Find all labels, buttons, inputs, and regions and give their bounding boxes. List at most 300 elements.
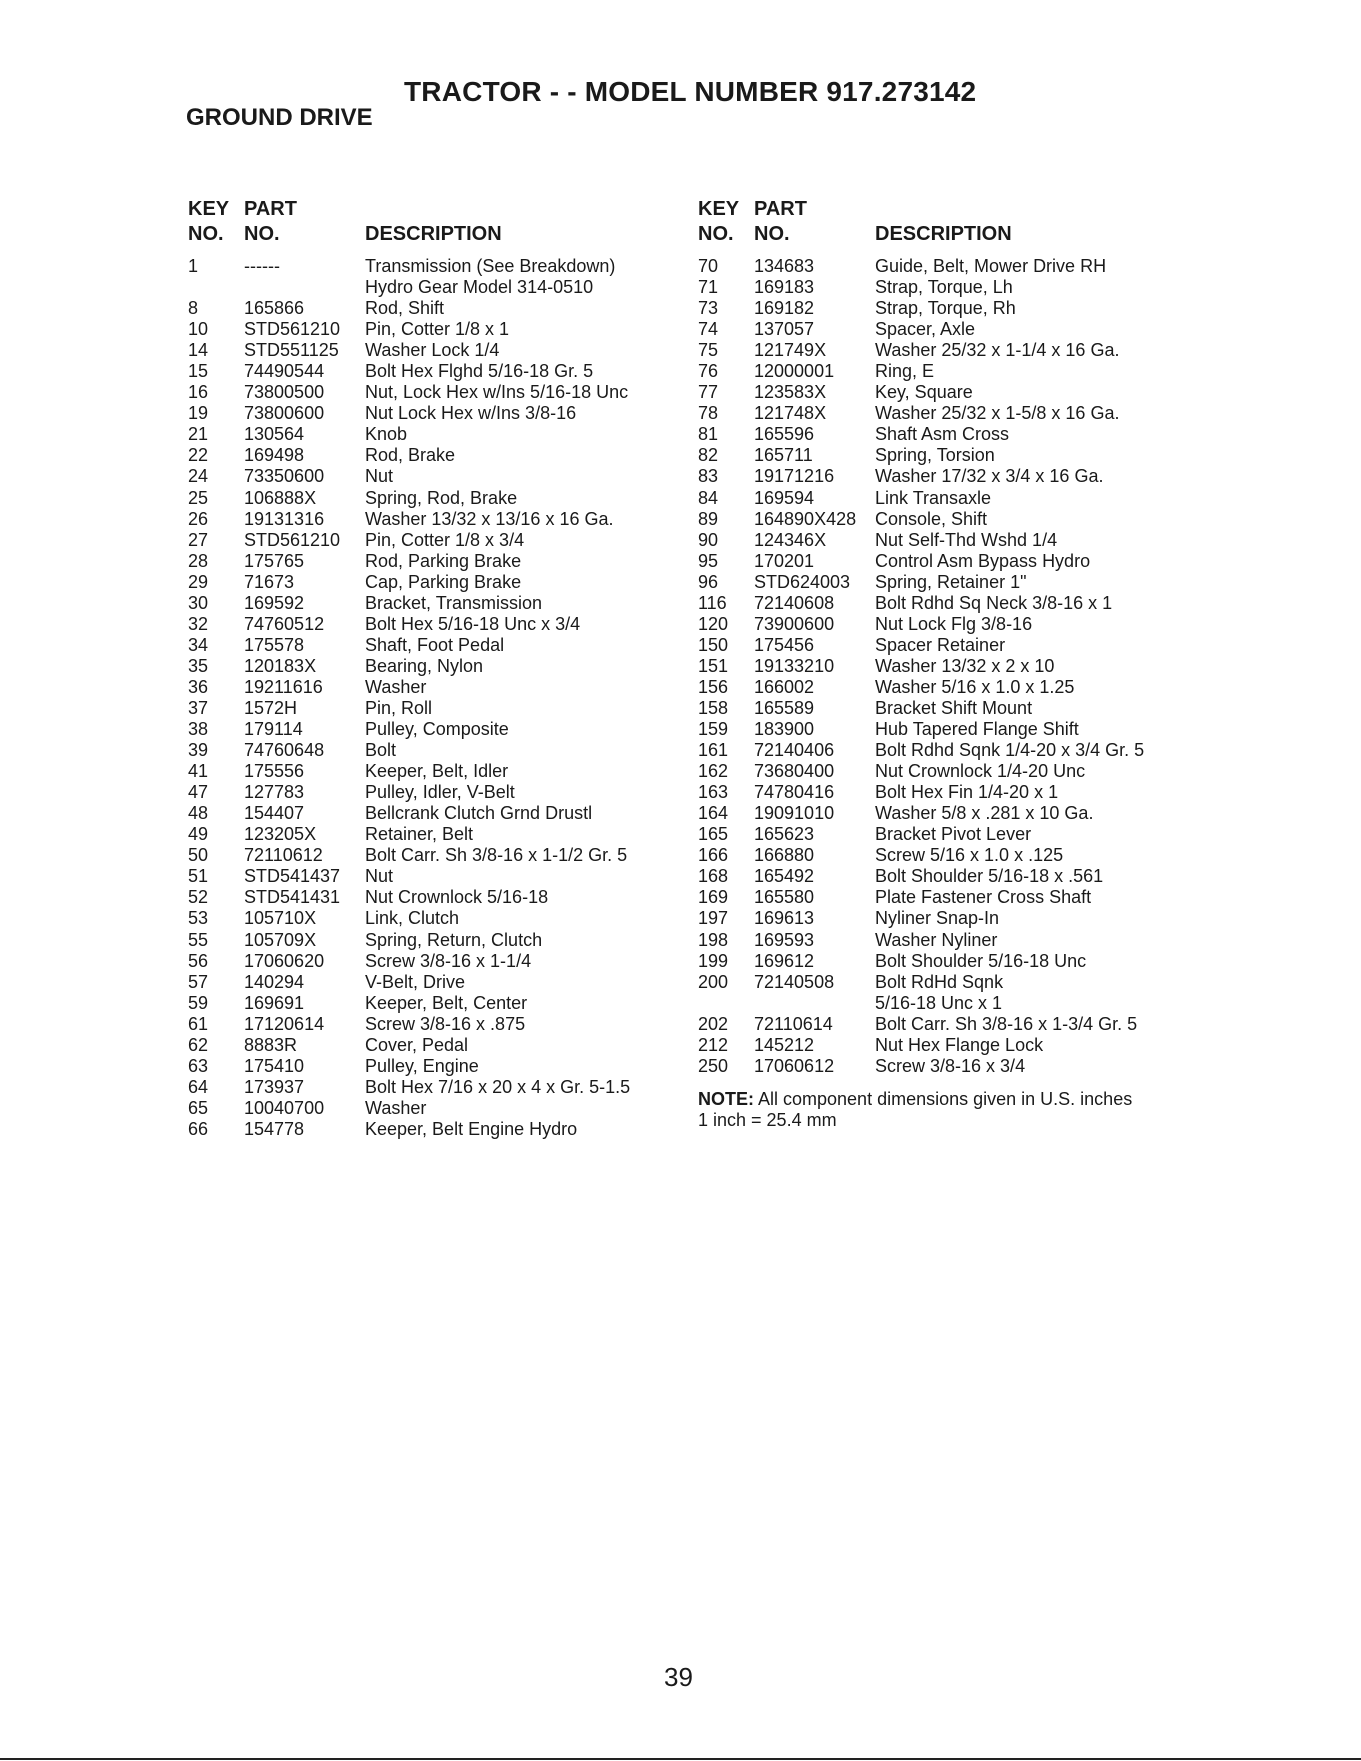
- part-no: 19211616: [244, 676, 323, 697]
- part-no: 1572H: [244, 697, 298, 718]
- part-description: Spring, Return, Clutch: [365, 929, 543, 950]
- parts-column-right: [698, 198, 1198, 1131]
- part-no: 173937: [244, 1076, 305, 1097]
- part-description: Bolt RdHd Sqnk: [875, 971, 1004, 992]
- table-row: [188, 845, 678, 866]
- table-row: [698, 824, 1198, 845]
- part-no: 72140406: [754, 740, 835, 761]
- part-no: 127783: [244, 782, 305, 803]
- key-no: 53: [188, 908, 209, 929]
- part-description: Washer Lock 1/4: [365, 340, 500, 361]
- note-label: NOTE:: [698, 1088, 754, 1109]
- column-header: [188, 198, 678, 250]
- key-no: 71: [698, 277, 719, 298]
- key-no: 1: [188, 256, 199, 276]
- part-description: Nut Crownlock 5/16-18: [365, 887, 549, 908]
- dimension-note: [698, 1089, 1198, 1131]
- key-no: 56: [188, 950, 209, 971]
- table-row: [698, 866, 1198, 887]
- section-title: GROUND DRIVE: [186, 104, 373, 131]
- part-description: Spring, Torsion: [875, 445, 995, 466]
- table-row: [188, 361, 678, 382]
- part-no: 169691: [244, 992, 305, 1013]
- part-no: 130564: [244, 424, 305, 445]
- key-no: 47: [188, 782, 209, 803]
- part-description: Screw 5/16 x 1.0 x .125: [875, 845, 1064, 866]
- key-no: 55: [188, 929, 209, 950]
- part-description: Bracket Shift Mount: [875, 697, 1033, 718]
- key-no: 166: [698, 845, 729, 866]
- part-description: Washer: [365, 1097, 427, 1118]
- part-description: Cap, Parking Brake: [365, 571, 522, 592]
- key-no: 61: [188, 1013, 209, 1034]
- key-no: 162: [698, 761, 729, 782]
- part-description: Bearing, Nylon: [365, 655, 484, 676]
- part-description: Bracket Pivot Lever: [875, 824, 1032, 845]
- key-no: 36: [188, 676, 209, 697]
- table-row: [188, 1035, 678, 1056]
- part-description: Bolt Carr. Sh 3/8-16 x 1-1/2 Gr. 5: [365, 845, 628, 866]
- key-no: 73: [698, 298, 719, 319]
- key-no: 90: [698, 529, 719, 550]
- part-no: STD541431: [244, 887, 341, 908]
- part-description: Keeper, Belt, Idler: [365, 761, 509, 782]
- table-row: [698, 803, 1198, 824]
- key-no: 199: [698, 950, 729, 971]
- part-no: 169612: [754, 950, 815, 971]
- part-no: 154407: [244, 803, 305, 824]
- key-header-line2: NO.: [188, 223, 224, 245]
- part-no: STD551125: [244, 340, 339, 361]
- parts-rows-left: [188, 256, 678, 1140]
- table-row: [698, 445, 1198, 466]
- part-no: STD541437: [244, 866, 341, 887]
- table-row: [188, 930, 678, 951]
- part-description: Nut: [365, 866, 394, 887]
- part-description: Bolt Rdhd Sqnk 1/4-20 x 3/4 Gr. 5: [875, 740, 1145, 761]
- key-no: 8: [188, 298, 199, 319]
- part-no: 137057: [754, 319, 815, 340]
- table-row: [698, 1056, 1198, 1077]
- part-no: 17060612: [754, 1055, 835, 1076]
- part-no: 175410: [244, 1055, 305, 1076]
- key-no: 35: [188, 655, 209, 676]
- key-no: 26: [188, 508, 209, 529]
- key-no: 48: [188, 803, 209, 824]
- part-no: 165596: [754, 424, 815, 445]
- key-no: 62: [188, 1034, 209, 1055]
- part-no: 123583X: [754, 382, 827, 403]
- part-no: 72110612: [244, 845, 323, 866]
- part-no: 169183: [754, 277, 815, 298]
- description-header: DESCRIPTION: [875, 223, 1012, 245]
- part-no: 169594: [754, 487, 815, 508]
- part-description: Plate Fastener Cross Shaft: [875, 887, 1092, 908]
- table-row: [698, 677, 1198, 698]
- key-no: 70: [698, 256, 719, 276]
- part-no: 120183X: [244, 655, 317, 676]
- key-no: 14: [188, 340, 209, 361]
- part-no: 165580: [754, 887, 815, 908]
- part-description: Pulley, Engine: [365, 1055, 479, 1076]
- key-no: 81: [698, 424, 719, 445]
- part-description: Shaft, Foot Pedal: [365, 634, 505, 655]
- page-title: TRACTOR - - MODEL NUMBER 917.273142: [404, 76, 977, 107]
- table-row: [188, 424, 678, 445]
- part-description: Nut Self-Thd Wshd 1/4: [875, 529, 1058, 550]
- part-description: Nyliner Snap-In: [875, 908, 1000, 929]
- parts-rows-right: [698, 256, 1198, 1077]
- table-row: [188, 319, 678, 340]
- key-no: 95: [698, 550, 719, 571]
- table-row: [188, 551, 678, 572]
- part-description: Washer 5/16 x 1.0 x 1.25: [875, 676, 1075, 697]
- part-description: Bolt Carr. Sh 3/8-16 x 1-3/4 Gr. 5: [875, 1013, 1138, 1034]
- part-no: 165623: [754, 824, 815, 845]
- key-no: 49: [188, 824, 209, 845]
- part-description: Strap, Torque, Lh: [875, 277, 1013, 298]
- part-no: ------: [244, 256, 280, 276]
- table-row: [188, 993, 678, 1014]
- table-row: [698, 1014, 1198, 1035]
- table-row: [698, 530, 1198, 551]
- part-description: Keeper, Belt, Center: [365, 992, 528, 1013]
- part-description: Nut Crownlock 1/4-20 Unc: [875, 761, 1086, 782]
- key-no: 22: [188, 445, 209, 466]
- part-description: Ring, E: [875, 361, 935, 382]
- key-no: 64: [188, 1076, 209, 1097]
- key-no: 150: [698, 634, 729, 655]
- part-no: 73350600: [244, 466, 325, 487]
- part-description: Key, Square: [875, 382, 973, 403]
- table-row: [698, 403, 1198, 424]
- table-row: [188, 298, 678, 319]
- key-no: 10: [188, 319, 209, 340]
- key-no: 169: [698, 887, 729, 908]
- part-description: Pin, Cotter 1/8 x 3/4: [365, 529, 525, 550]
- part-header-line1: PART: [244, 198, 297, 220]
- key-no: 59: [188, 992, 209, 1013]
- part-description: Spring, Rod, Brake: [365, 487, 518, 508]
- parts-column-left: [188, 198, 678, 1140]
- part-description: Bolt Shoulder 5/16-18 x .561: [875, 866, 1104, 887]
- part-no: 164890X428: [754, 508, 857, 529]
- part-no: 74760512: [244, 613, 325, 634]
- part-no: 169593: [754, 929, 815, 950]
- table-row: [188, 340, 678, 361]
- part-description: Control Asm Bypass Hydro: [875, 550, 1091, 571]
- key-no: 28: [188, 550, 209, 571]
- key-no: 29: [188, 571, 209, 592]
- part-description: Hub Tapered Flange Shift: [875, 719, 1079, 740]
- table-row: [188, 635, 678, 656]
- key-no: 19: [188, 403, 209, 424]
- part-description: Bracket, Transmission: [365, 592, 543, 613]
- table-row: [188, 593, 678, 614]
- table-row: [188, 530, 678, 551]
- table-row: [698, 593, 1198, 614]
- part-description: Rod, Parking Brake: [365, 550, 522, 571]
- part-no: 121748X: [754, 403, 827, 424]
- table-row: [698, 340, 1198, 361]
- part-description: Link, Clutch: [365, 908, 460, 929]
- part-description: Bolt Hex Flghd 5/16-18 Gr. 5: [365, 361, 594, 382]
- key-header-line1: KEY: [698, 198, 740, 220]
- part-description: Spring, Retainer 1": [875, 571, 1027, 592]
- bottom-divider: [0, 1758, 1361, 1760]
- table-row: [698, 319, 1198, 340]
- table-row: [698, 993, 1198, 1014]
- part-no: 134683: [754, 256, 815, 276]
- part-no: STD624003: [754, 571, 851, 592]
- part-description: 5/16-18 Unc x 1: [875, 992, 1003, 1013]
- part-no: 106888X: [244, 487, 317, 508]
- table-row: [188, 1119, 678, 1140]
- key-no: 202: [698, 1013, 729, 1034]
- table-row: [188, 277, 678, 298]
- part-description: Screw 3/8-16 x .875: [365, 1013, 526, 1034]
- table-row: [188, 656, 678, 677]
- part-no: 74780416: [754, 782, 835, 803]
- table-row: [698, 782, 1198, 803]
- part-description: Knob: [365, 424, 408, 445]
- key-no: 83: [698, 466, 719, 487]
- part-no: 175578: [244, 634, 305, 655]
- table-row: [188, 677, 678, 698]
- part-no: 19091010: [754, 803, 835, 824]
- key-no: 161: [698, 740, 729, 761]
- part-no: 71673: [244, 571, 295, 592]
- part-no: 19171216: [754, 466, 835, 487]
- description-header: DESCRIPTION: [365, 223, 502, 245]
- part-no: 169613: [754, 908, 815, 929]
- table-row: [698, 845, 1198, 866]
- part-description: Nut Hex Flange Lock: [875, 1034, 1044, 1055]
- key-no: 63: [188, 1055, 209, 1076]
- part-description: Pin, Roll: [365, 697, 433, 718]
- key-no: 78: [698, 403, 719, 424]
- key-no: 116: [698, 592, 727, 613]
- part-no: 175556: [244, 761, 305, 782]
- table-row: [698, 488, 1198, 509]
- key-header-line2: NO.: [698, 223, 734, 245]
- part-no: 73800600: [244, 403, 325, 424]
- key-no: 27: [188, 529, 209, 550]
- key-no: 24: [188, 466, 209, 487]
- part-no: 73800500: [244, 382, 325, 403]
- table-row: [188, 403, 678, 424]
- table-row: [188, 1098, 678, 1119]
- table-row: [188, 887, 678, 908]
- table-row: [698, 656, 1198, 677]
- part-no: 105709X: [244, 929, 317, 950]
- part-description: Screw 3/8-16 x 1-1/4: [365, 950, 532, 971]
- key-no: 156: [698, 676, 729, 697]
- table-row: [698, 740, 1198, 761]
- key-no: 37: [188, 697, 209, 718]
- part-no: 72140608: [754, 592, 835, 613]
- part-description: Washer 13/32 x 13/16 x 16 Ga.: [365, 508, 614, 529]
- part-no: 179114: [244, 719, 303, 740]
- part-no: 17120614: [244, 1013, 325, 1034]
- table-row: [188, 382, 678, 403]
- table-row: [188, 614, 678, 635]
- table-row: [698, 361, 1198, 382]
- part-description: Hydro Gear Model 314-0510: [365, 277, 594, 298]
- table-row: [188, 256, 678, 277]
- key-no: 65: [188, 1097, 209, 1118]
- table-row: [698, 698, 1198, 719]
- table-row: [698, 908, 1198, 929]
- key-no: 163: [698, 782, 729, 803]
- part-description: V-Belt, Drive: [365, 971, 466, 992]
- part-description: Nut: [365, 466, 394, 487]
- table-row: [188, 572, 678, 593]
- part-description: Washer 17/32 x 3/4 x 16 Ga.: [875, 466, 1104, 487]
- part-no: 169498: [244, 445, 305, 466]
- part-description: Rod, Shift: [365, 298, 445, 319]
- part-description: Washer 13/32 x 2 x 10: [875, 655, 1055, 676]
- part-no: 183900: [754, 719, 815, 740]
- table-row: [188, 824, 678, 845]
- table-row: [698, 951, 1198, 972]
- key-no: 66: [188, 1118, 209, 1139]
- part-no: 124346X: [754, 529, 827, 550]
- table-row: [188, 1014, 678, 1035]
- key-no: 57: [188, 971, 209, 992]
- part-no: 12000001: [754, 361, 835, 382]
- key-no: 84: [698, 487, 719, 508]
- part-header-line2: NO.: [754, 223, 790, 245]
- part-description: Rod, Brake: [365, 445, 456, 466]
- key-no: 82: [698, 445, 719, 466]
- table-row: [698, 382, 1198, 403]
- table-row: [188, 740, 678, 761]
- note-line2: 1 inch = 25.4 mm: [698, 1109, 837, 1130]
- part-description: Bolt Rdhd Sq Neck 3/8-16 x 1: [875, 592, 1113, 613]
- part-description: Cover, Pedal: [365, 1034, 469, 1055]
- part-no: 175765: [244, 550, 305, 571]
- table-row: [188, 698, 678, 719]
- key-no: 159: [698, 719, 729, 740]
- note-line1: [698, 1089, 1198, 1110]
- part-no: 170201: [754, 550, 815, 571]
- page-number: 39: [664, 1662, 693, 1692]
- table-row: [698, 298, 1198, 319]
- part-no: 169592: [244, 592, 305, 613]
- table-row: [188, 488, 678, 509]
- table-row: [188, 908, 678, 929]
- key-no: 74: [698, 319, 719, 340]
- part-no: 105710X: [244, 908, 317, 929]
- table-row: [188, 782, 678, 803]
- part-description: Bolt Hex Fin 1/4-20 x 1: [875, 782, 1059, 803]
- part-no: 165711: [754, 445, 813, 466]
- part-no: 123205X: [244, 824, 317, 845]
- key-no: 158: [698, 697, 729, 718]
- part-description: Transmission (See Breakdown): [365, 256, 616, 276]
- table-row: [698, 551, 1198, 572]
- table-row: [188, 951, 678, 972]
- table-row: [188, 1056, 678, 1077]
- part-no: 73900600: [754, 613, 835, 634]
- key-no: 16: [188, 382, 209, 403]
- table-row: [698, 761, 1198, 782]
- table-row: [188, 866, 678, 887]
- part-description: Spacer Retainer: [875, 634, 1006, 655]
- part-no: 72110614: [754, 1013, 833, 1034]
- part-description: Link Transaxle: [875, 487, 992, 508]
- table-row: [698, 277, 1198, 298]
- key-no: 38: [188, 719, 209, 740]
- part-description: Bolt Shoulder 5/16-18 Unc: [875, 950, 1087, 971]
- part-description: Keeper, Belt Engine Hydro: [365, 1118, 578, 1139]
- part-description: Bolt: [365, 740, 397, 761]
- table-row: [698, 887, 1198, 908]
- key-no: 21: [188, 424, 209, 445]
- key-no: 200: [698, 971, 729, 992]
- part-no: 165589: [754, 697, 815, 718]
- part-no: 74490544: [244, 361, 325, 382]
- table-row: [188, 719, 678, 740]
- table-row: [698, 930, 1198, 951]
- part-no: 10040700: [244, 1097, 325, 1118]
- part-no: 8883R: [244, 1034, 298, 1055]
- part-no: 73680400: [754, 761, 835, 782]
- table-row: [188, 803, 678, 824]
- part-no: 145212: [754, 1034, 815, 1055]
- part-no: 169182: [754, 298, 815, 319]
- part-description: Console, Shift: [875, 508, 988, 529]
- key-no: 120: [698, 613, 729, 634]
- part-no: 166880: [754, 845, 815, 866]
- key-no: 168: [698, 866, 729, 887]
- key-no: 32: [188, 613, 209, 634]
- key-no: 77: [698, 382, 719, 403]
- part-header-line1: PART: [754, 198, 807, 220]
- key-no: 51: [188, 866, 209, 887]
- table-row: [698, 1035, 1198, 1056]
- part-description: Guide, Belt, Mower Drive RH: [875, 256, 1107, 276]
- table-row: [698, 719, 1198, 740]
- key-no: 198: [698, 929, 729, 950]
- part-description: Nut Lock Flg 3/8-16: [875, 613, 1033, 634]
- part-description: Retainer, Belt: [365, 824, 474, 845]
- key-no: 25: [188, 487, 209, 508]
- part-no: 17060620: [244, 950, 325, 971]
- part-description: Shaft Asm Cross: [875, 424, 1010, 445]
- table-row: [188, 972, 678, 993]
- part-description: Pin, Cotter 1/8 x 1: [365, 319, 510, 340]
- note-text: All component dimensions given in U.S. inches: [754, 1088, 1133, 1109]
- part-no: STD561210: [244, 529, 341, 550]
- part-description: Screw 3/8-16 x 3/4: [875, 1055, 1026, 1076]
- part-description: Spacer, Axle: [875, 319, 976, 340]
- table-row: [698, 424, 1198, 445]
- key-no: 151: [698, 655, 729, 676]
- table-row: [698, 635, 1198, 656]
- part-no: 121749X: [754, 340, 827, 361]
- part-no: 72140508: [754, 971, 835, 992]
- table-row: [188, 466, 678, 487]
- part-description: Bolt Hex 5/16-18 Unc x 3/4: [365, 613, 581, 634]
- key-no: 197: [698, 908, 729, 929]
- key-no: 39: [188, 740, 209, 761]
- table-row: [698, 256, 1198, 277]
- part-description: Washer 25/32 x 1-1/4 x 16 Ga.: [875, 340, 1120, 361]
- part-description: Bolt Hex 7/16 x 20 x 4 x Gr. 5-1.5: [365, 1076, 631, 1097]
- key-no: 52: [188, 887, 209, 908]
